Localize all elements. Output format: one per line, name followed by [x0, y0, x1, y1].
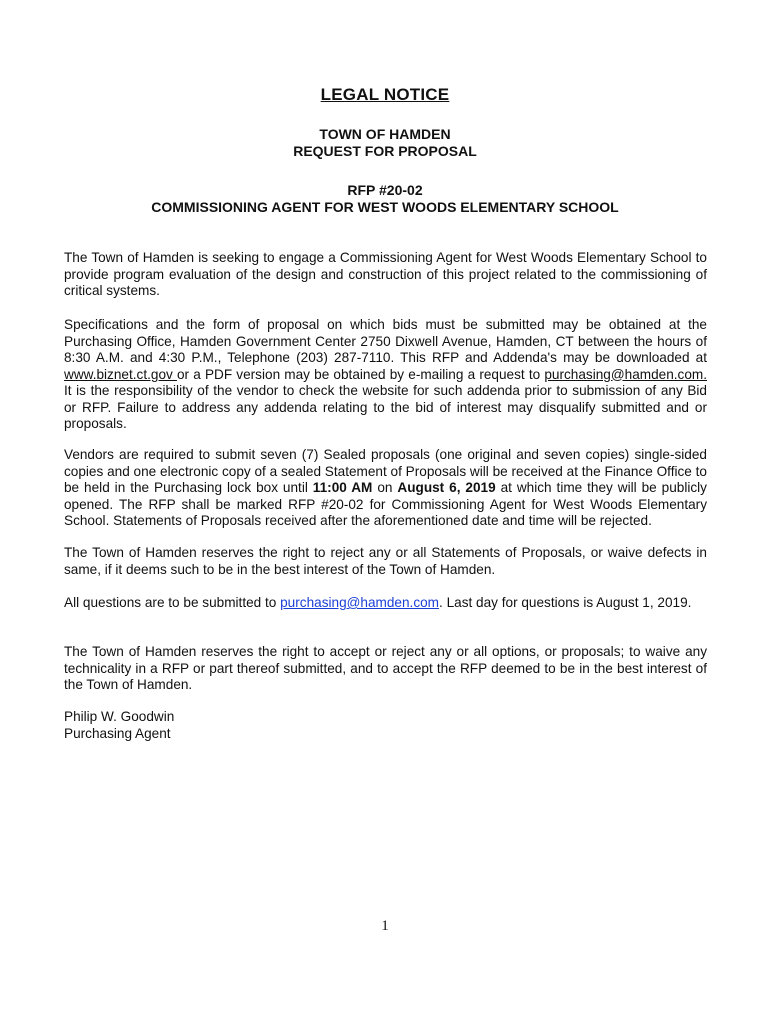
signature-block: [64, 709, 707, 742]
reserve-accept-paragraph: The Town of Hamden reserves the right to accept or reject any or all options, or proposals; to waive any technicality in a RFP or part thereof submitted, and to accept the RFP deemed to be in the best interest of the Town of Hamden.: [64, 644, 707, 692]
vendors-text-2: at which time they will be publicly opened. The RFP shall be marked RFP #20-02 for Commissioning Agent for West Woods Elementary School. Statements of Proposals received after the aforementioned date and time will be rejected.: [64, 480, 707, 528]
rfp-heading: [0, 182, 770, 216]
vendors-on: on: [372, 480, 398, 495]
deadline-time: 11:00 AM: [312, 480, 373, 495]
vendors-paragraph: [64, 447, 707, 530]
notice-title: LEGAL NOTICE: [320, 85, 450, 104]
specs-text-2: or a PDF version may be obtained by e-mailing a request to: [176, 366, 545, 382]
biznet-link[interactable]: www.biznet.ct.gov: [64, 366, 177, 382]
town-heading: [0, 126, 770, 160]
rfp-subject: COMMISSIONING AGENT FOR WEST WOODS ELEMENTARY SCHOOL: [151, 199, 619, 215]
questions-paragraph: [64, 595, 707, 612]
signatory-name: Philip W. Goodwin: [64, 709, 175, 724]
questions-text-1: All questions are to be submitted to: [64, 595, 281, 610]
request-heading: REQUEST FOR PROPOSAL: [293, 143, 477, 159]
vendors-text-1: Vendors are required to submit seven (7) Sealed proposals (one original and seven copies) single-sided copies and one electronic copy of a sealed Statement of Proposals will be received at the Finance Office to be held in the Purchasing lock box until: [64, 447, 707, 495]
specs-text-1: Specifications and the form of proposal on which bids must be submitted may be obtained at the Purchasing Office, Hamden Government Center 2750 Dixwell Avenue, Hamden, CT between the hours of 8:30 A.M. and 4:30 P.M., Telephone (203) 287-7110. This RFP and Addenda's may be downloaded at: [64, 317, 707, 365]
purchasing-email-link[interactable]: purchasing@hamden.com.: [544, 366, 707, 382]
specs-text-3: It is the responsibility of the vendor to check the website for such addenda prior to submission of any Bid or RFP. Failure to address any addenda relating to the bid of interest may disqualify submitted and or proposals.: [64, 383, 707, 431]
rfp-number: RFP #20-02: [347, 182, 423, 198]
page-number: 1: [381, 918, 389, 934]
questions-text-2: . Last day for questions is August 1, 2019.: [439, 595, 692, 610]
questions-email-link[interactable]: purchasing@hamden.com: [280, 595, 440, 610]
intro-paragraph: The Town of Hamden is seeking to engage a Commissioning Agent for West Woods Elementary School to provide program evaluation of the design and construction of this project related to the commissioning of critical systems.: [64, 250, 707, 298]
deadline-date: August 6, 2019: [397, 480, 496, 495]
town-name: TOWN OF HAMDEN: [319, 126, 451, 142]
signatory-title: Purchasing Agent: [64, 725, 171, 741]
reserve-reject-paragraph: The Town of Hamden reserves the right to reject any or all Statements of Proposals, or waive defects in same, if it deems such to be in the best interest of the Town of Hamden.: [64, 545, 707, 577]
specifications-paragraph: [64, 317, 707, 433]
